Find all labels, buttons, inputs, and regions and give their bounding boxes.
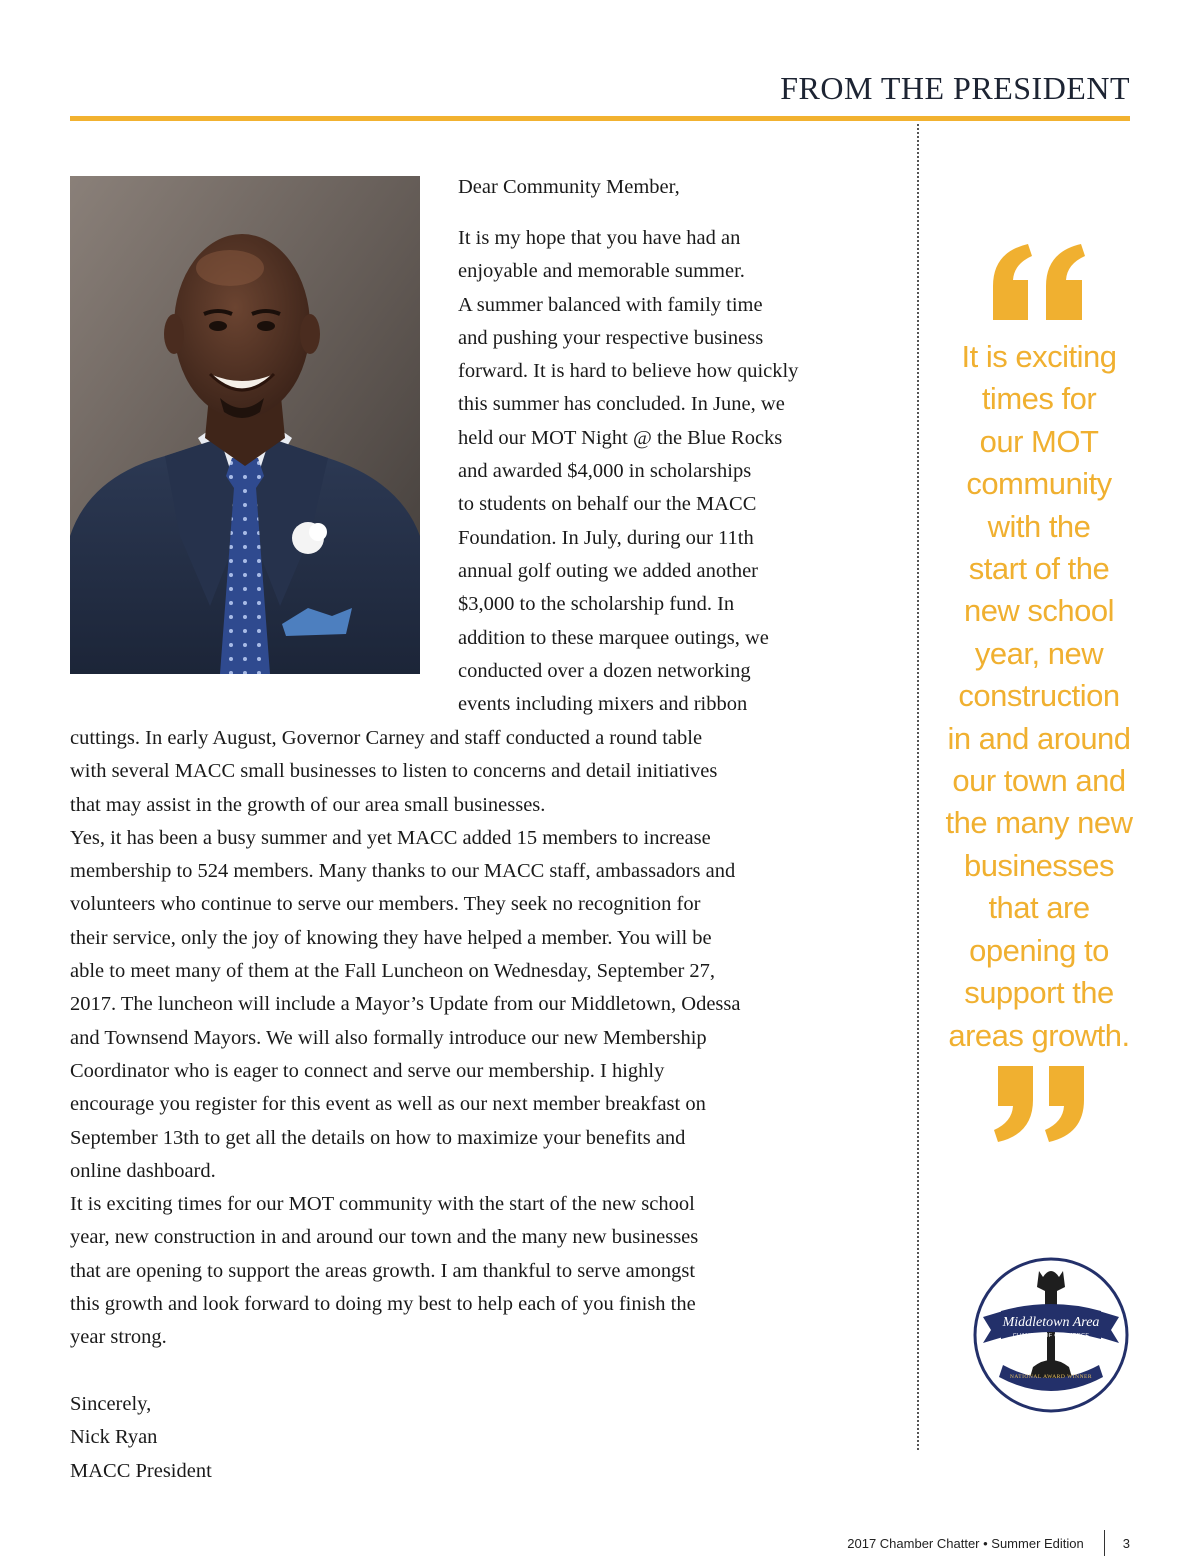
letter-line: year strong. xyxy=(70,1326,167,1349)
letter-line: that are opening to support the areas growth. I am thankful to serve amongst xyxy=(70,1259,696,1282)
letter-line: A summer balanced with family time xyxy=(458,293,763,316)
letter-line: enjoyable and memorable summer. xyxy=(458,260,745,283)
letter-line: Foundation. In July, during our 11th xyxy=(458,526,754,549)
letter-line: forward. It is hard to believe how quickly xyxy=(458,360,799,383)
president-portrait xyxy=(70,176,420,674)
open-quote-icon xyxy=(988,244,1088,324)
letter-line: annual golf outing we added another xyxy=(458,559,759,582)
letter-line: their service, only the joy of knowing they have helped a member. You will be xyxy=(70,926,712,949)
pull-quote xyxy=(930,336,1148,1057)
letter-line: 2017. The luncheon will include a Mayor’s Update from our Middletown, Odessa xyxy=(70,993,741,1016)
pull-quote-line: businesses xyxy=(963,847,1115,883)
letter-line: with several MACC small businesses to listen to concerns and detail initiatives xyxy=(70,760,718,783)
signer-name: Nick Ryan xyxy=(70,1426,158,1449)
page-number: 3 xyxy=(1122,1535,1130,1551)
letter-line: cuttings. In early August, Governor Carney and staff conducted a round table xyxy=(70,727,703,749)
letter-line: events including mixers and ribbon xyxy=(458,693,748,716)
letter-line: It is exciting times for our MOT community with the start of the new school xyxy=(70,1193,695,1216)
pull-quote-line: in and around xyxy=(947,720,1131,756)
footer-separator xyxy=(1104,1530,1105,1556)
pull-quote-line: that are xyxy=(988,890,1090,926)
pull-quote-line: start of the xyxy=(968,551,1110,587)
pull-quote-line: year, new xyxy=(974,635,1104,671)
pull-quote-line: It is exciting xyxy=(961,339,1117,374)
letter-closing xyxy=(70,1388,212,1488)
page-footer xyxy=(847,1530,1130,1556)
letter-line: Yes, it has been a busy summer and yet MACC added 15 members to increase xyxy=(70,826,711,849)
pull-quote-line: support the xyxy=(964,975,1114,1011)
chamber-logo-ribbon: NATIONAL AWARD WINNER xyxy=(1009,1374,1093,1380)
pull-quote-line: areas growth. xyxy=(948,1017,1130,1053)
letter-line: encourage you register for this event as well as our next member breakfast on xyxy=(70,1093,706,1116)
header-rule xyxy=(70,116,1130,121)
signer-title: MACC President xyxy=(70,1459,212,1482)
page-section-title: FROM THE PRESIDENT xyxy=(780,70,1130,106)
chamber-logo-name: Middletown Area xyxy=(1002,1315,1100,1330)
letter-line: September 13th to get all the details on how to maximize your benefits and xyxy=(70,1126,686,1149)
letter-line: this growth and look forward to doing my best to help each of you finish the xyxy=(70,1293,696,1316)
pull-quote-line: the many new xyxy=(945,805,1133,841)
letter-line: conducted over a dozen networking xyxy=(458,659,751,682)
publication-name: 2017 Chamber Chatter • Summer Edition xyxy=(847,1535,1084,1551)
letter-line: this summer has concluded. In June, we xyxy=(458,393,785,416)
pull-quote-line: construction xyxy=(958,678,1120,714)
letter-line: able to meet many of them at the Fall Luncheon on Wednesday, September 27, xyxy=(70,960,716,983)
letter-salutation: Dear Community Member, xyxy=(458,176,680,198)
letter-line: and Townsend Mayors. We will also formally introduce our new Membership xyxy=(70,1026,707,1049)
letter-line: It is my hope that you have had an xyxy=(458,227,741,249)
letter-body-full-width xyxy=(70,722,900,1355)
pull-quote-line: with the xyxy=(987,508,1091,544)
letter-line: addition to these marquee outings, we xyxy=(458,626,769,649)
letter-line: $3,000 to the scholarship fund. In xyxy=(458,593,735,616)
pull-quote-line: times for xyxy=(981,381,1097,417)
letter-line: held our MOT Night @ the Blue Rocks xyxy=(458,426,783,449)
close-quote-icon xyxy=(993,1066,1085,1148)
letter-line: Coordinator who is eager to connect and serve our membership. I highly xyxy=(70,1059,665,1082)
letter-line: and pushing your respective business xyxy=(458,326,764,349)
letter-valediction: Sincerely, xyxy=(70,1393,152,1415)
chamber-logo-subtitle: CHAMBER OF COMMERCE xyxy=(1012,1333,1090,1339)
pull-quote-line: our MOT xyxy=(979,423,1099,459)
letter-line: and awarded $4,000 in scholarships xyxy=(458,460,752,483)
letter-line: online dashboard. xyxy=(70,1159,216,1182)
letter-line: volunteers who continue to serve our members. They seek no recognition for xyxy=(70,893,701,916)
pull-quote-line: opening to xyxy=(969,932,1109,968)
pull-quote-line: community xyxy=(966,466,1112,502)
letter-line: that may assist in the growth of our area small businesses. xyxy=(70,793,546,816)
pull-quote-line: new school xyxy=(963,593,1115,629)
letter-line: to students on behalf our the MACC xyxy=(458,493,757,516)
pull-quote-line: our town and xyxy=(952,763,1126,799)
letter-line: membership to 524 members. Many thanks to our MACC staff, ambassadors and xyxy=(70,860,736,883)
letter-paragraph-beside-photo xyxy=(458,222,898,721)
letter-line: year, new construction in and around our town and the many new businesses xyxy=(70,1226,699,1249)
chamber-logo xyxy=(973,1257,1129,1413)
sidebar-dotted-divider xyxy=(917,124,919,1450)
